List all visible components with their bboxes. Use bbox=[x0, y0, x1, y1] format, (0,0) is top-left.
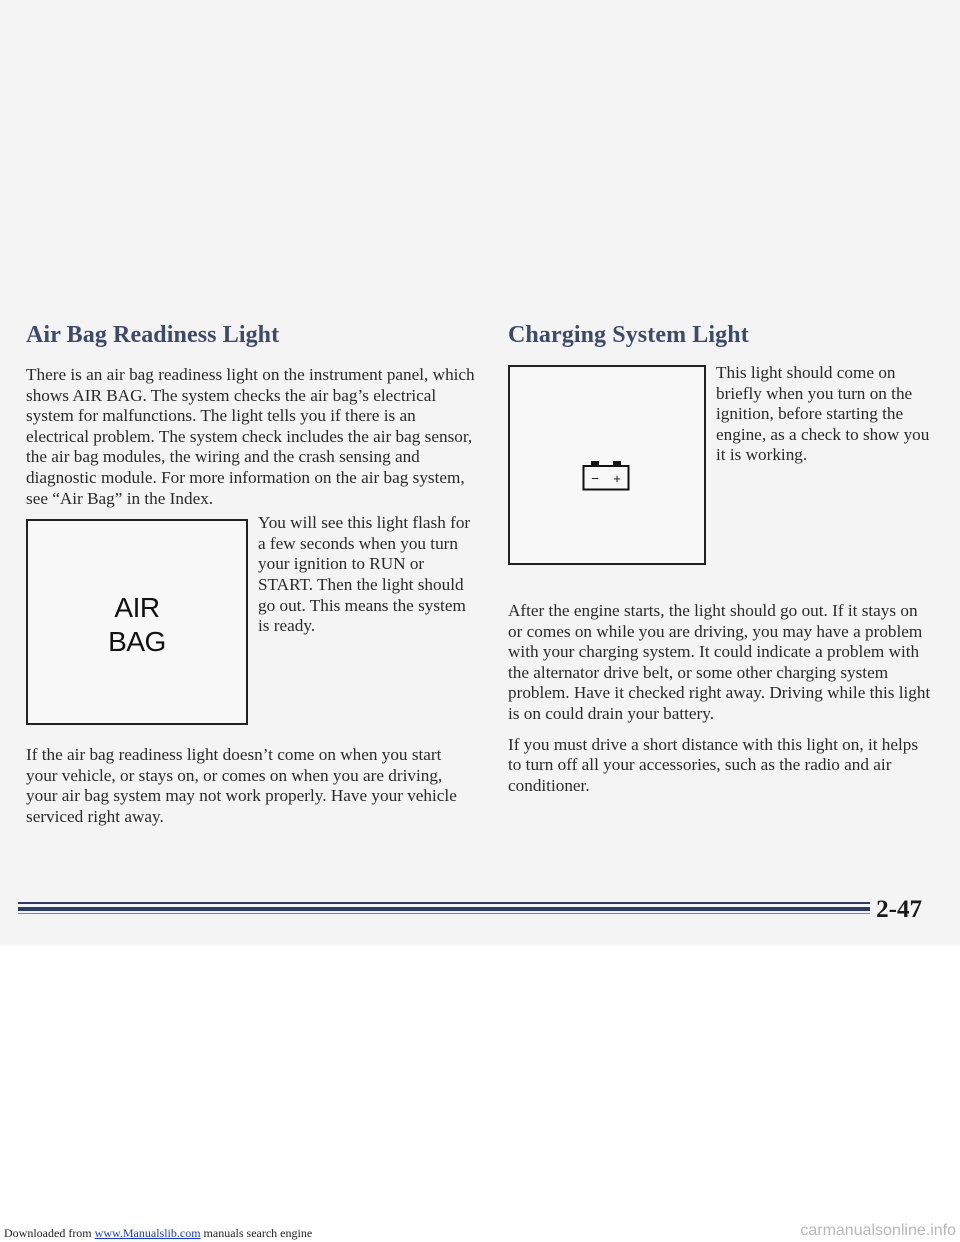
airbag-side-text: You will see this light flash for a few seconds when you turn your ignition to RUN or START. Then the light should go out. This means the system is ready. bbox=[258, 513, 471, 636]
charging-para-2: If you must drive a short distance with this light on, it helps to turn off all your accessories, such as the radio and air conditioner. bbox=[508, 734, 919, 795]
charging-figure-row bbox=[508, 365, 938, 573]
credit-prefix: Downloaded from bbox=[4, 1226, 95, 1240]
battery-minus-sign: − bbox=[591, 471, 599, 486]
airbag-closing: If the air bag readiness light doesn’t come on when you start your vehicle, or stays on, or comes on when you are driving, your air bag system may not work properly. Have your vehicle serviced right away. bbox=[26, 745, 457, 826]
airbag-indicator-box bbox=[26, 519, 248, 725]
charging-para-1: After the engine starts, the light should go out. If it stays on or comes on while you are driving, you may have a problem with your charging system. It could indicate a problem with the alternator drive belt, or some other charging system problem. Have it checked right away. Driving while this light is on could drain your battery. bbox=[508, 601, 931, 723]
airbag-indicator-line1: AIR bbox=[114, 592, 160, 624]
charging-side-text: This light should come on briefly when you turn on the ignition, before starting the engine, as a check to show you it is working. bbox=[716, 363, 930, 465]
airbag-indicator-line2: BAG bbox=[108, 626, 166, 658]
footer-rule bbox=[18, 902, 870, 914]
watermark: carmanualsonline.info bbox=[800, 1222, 956, 1239]
credit-suffix: manuals search engine bbox=[200, 1226, 313, 1240]
page-number: 2-47 bbox=[876, 896, 922, 923]
airbag-intro: There is an air bag readiness light on the instrument panel, which shows AIR BAG. The system checks the air bag’s electrical system for malfunctions. The light tells you if there is an electrical problem. The system check includes the air bag sensor, the air bag modules, the wiring and the crash sensing and diagnostic module. For more information on the air bag system, see “Air Bag” in the Index. bbox=[26, 365, 475, 508]
airbag-indicator-symbol bbox=[28, 591, 246, 659]
charging-heading: Charging System Light bbox=[508, 322, 749, 348]
airbag-heading: Air Bag Readiness Light bbox=[26, 322, 280, 348]
airbag-figure-row bbox=[26, 513, 476, 733]
footer-rule-thick bbox=[18, 907, 870, 911]
battery-icon bbox=[582, 461, 630, 491]
download-credit bbox=[4, 1226, 312, 1241]
airbag-section bbox=[26, 322, 476, 838]
battery-plus-sign: + bbox=[613, 471, 621, 486]
footer-rule-thin bbox=[18, 902, 870, 904]
charging-section bbox=[508, 322, 938, 806]
charging-indicator-box bbox=[508, 365, 706, 565]
footer-rule-thin-lower bbox=[18, 913, 870, 914]
manualslib-link[interactable]: www.Manualslib.com bbox=[94, 1226, 201, 1240]
